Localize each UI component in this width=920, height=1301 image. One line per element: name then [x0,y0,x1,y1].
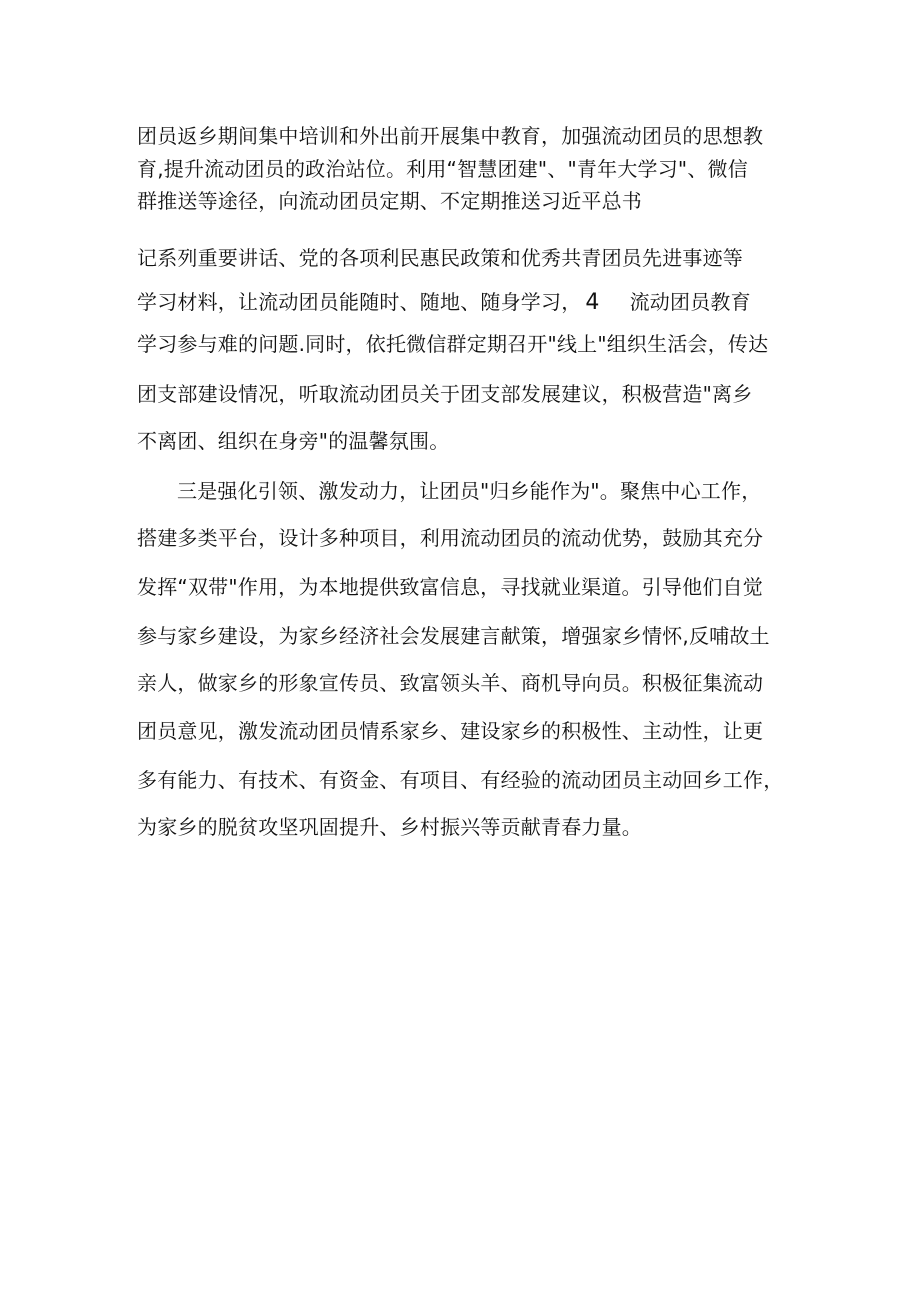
text-line-12: 参与家乡建设，为家乡经济社会发展建言献策，增强家乡情怀,反哺故土 [137,624,770,648]
text-line-16: 为家乡的脱贫攻坚巩固提升、乡村振兴等贡献青春力量。 [137,815,642,839]
text-line-14: 团员意见，激发流动团员情系家乡、建设家乡的积极性、主动性，让更 [137,719,764,743]
text-line-11: 发挥“双带"作用，为本地提供致富信息，寻找就业渠道。引导他们自觉 [137,575,763,599]
text-line-2: 育,提升流动团员的政治站位。利用“智慧团建"、"青年大学习"、微信 [137,157,748,181]
text-line-1: 团员返乡期间集中培训和外出前开展集中教育，加强流动团员的思想教 [137,124,764,148]
text-line-6: 学习参与难的问题.同时，依托微信群定期召开"线上"组织生活会，传达 [137,332,769,356]
text-line-5 [137,288,751,317]
text-line-4: 记系列重要讲话、党的各项利民惠民政策和优秀共青团员先进事迹等 [137,246,743,270]
inline-number: 4 [585,290,600,315]
text-line-10: 搭建多类平台，设计多种项目，利用流动团员的流动优势，鼓励其充分 [137,526,764,550]
text-line-3: 群推送等途径，向流动团员定期、不定期推送习近平总书 [137,189,642,213]
text-line-7: 团支部建设情况，听取流动团员关于团支部发展建议，积极营造"离乡 [137,382,753,406]
text-line-15: 多有能力、有技术、有资金、有项目、有经验的流动团员主动回乡工作， [137,768,784,792]
paragraph-3-first-line: 三是强化引领、激发动力，让团员"归乡能作为"。聚焦中心工作， [177,479,762,503]
text-line-5-start: 学习材料，让流动团员能随时、随地、随身学习， [137,290,582,314]
text-line-13: 亲人，做家乡的形象宣传员、致富领头羊、商机导向员。积极征集流动 [137,671,764,695]
text-line-8: 不离团、组织在身旁"的温馨氛围。 [137,429,450,453]
text-line-5-end: 流动团员教育 [629,290,751,314]
